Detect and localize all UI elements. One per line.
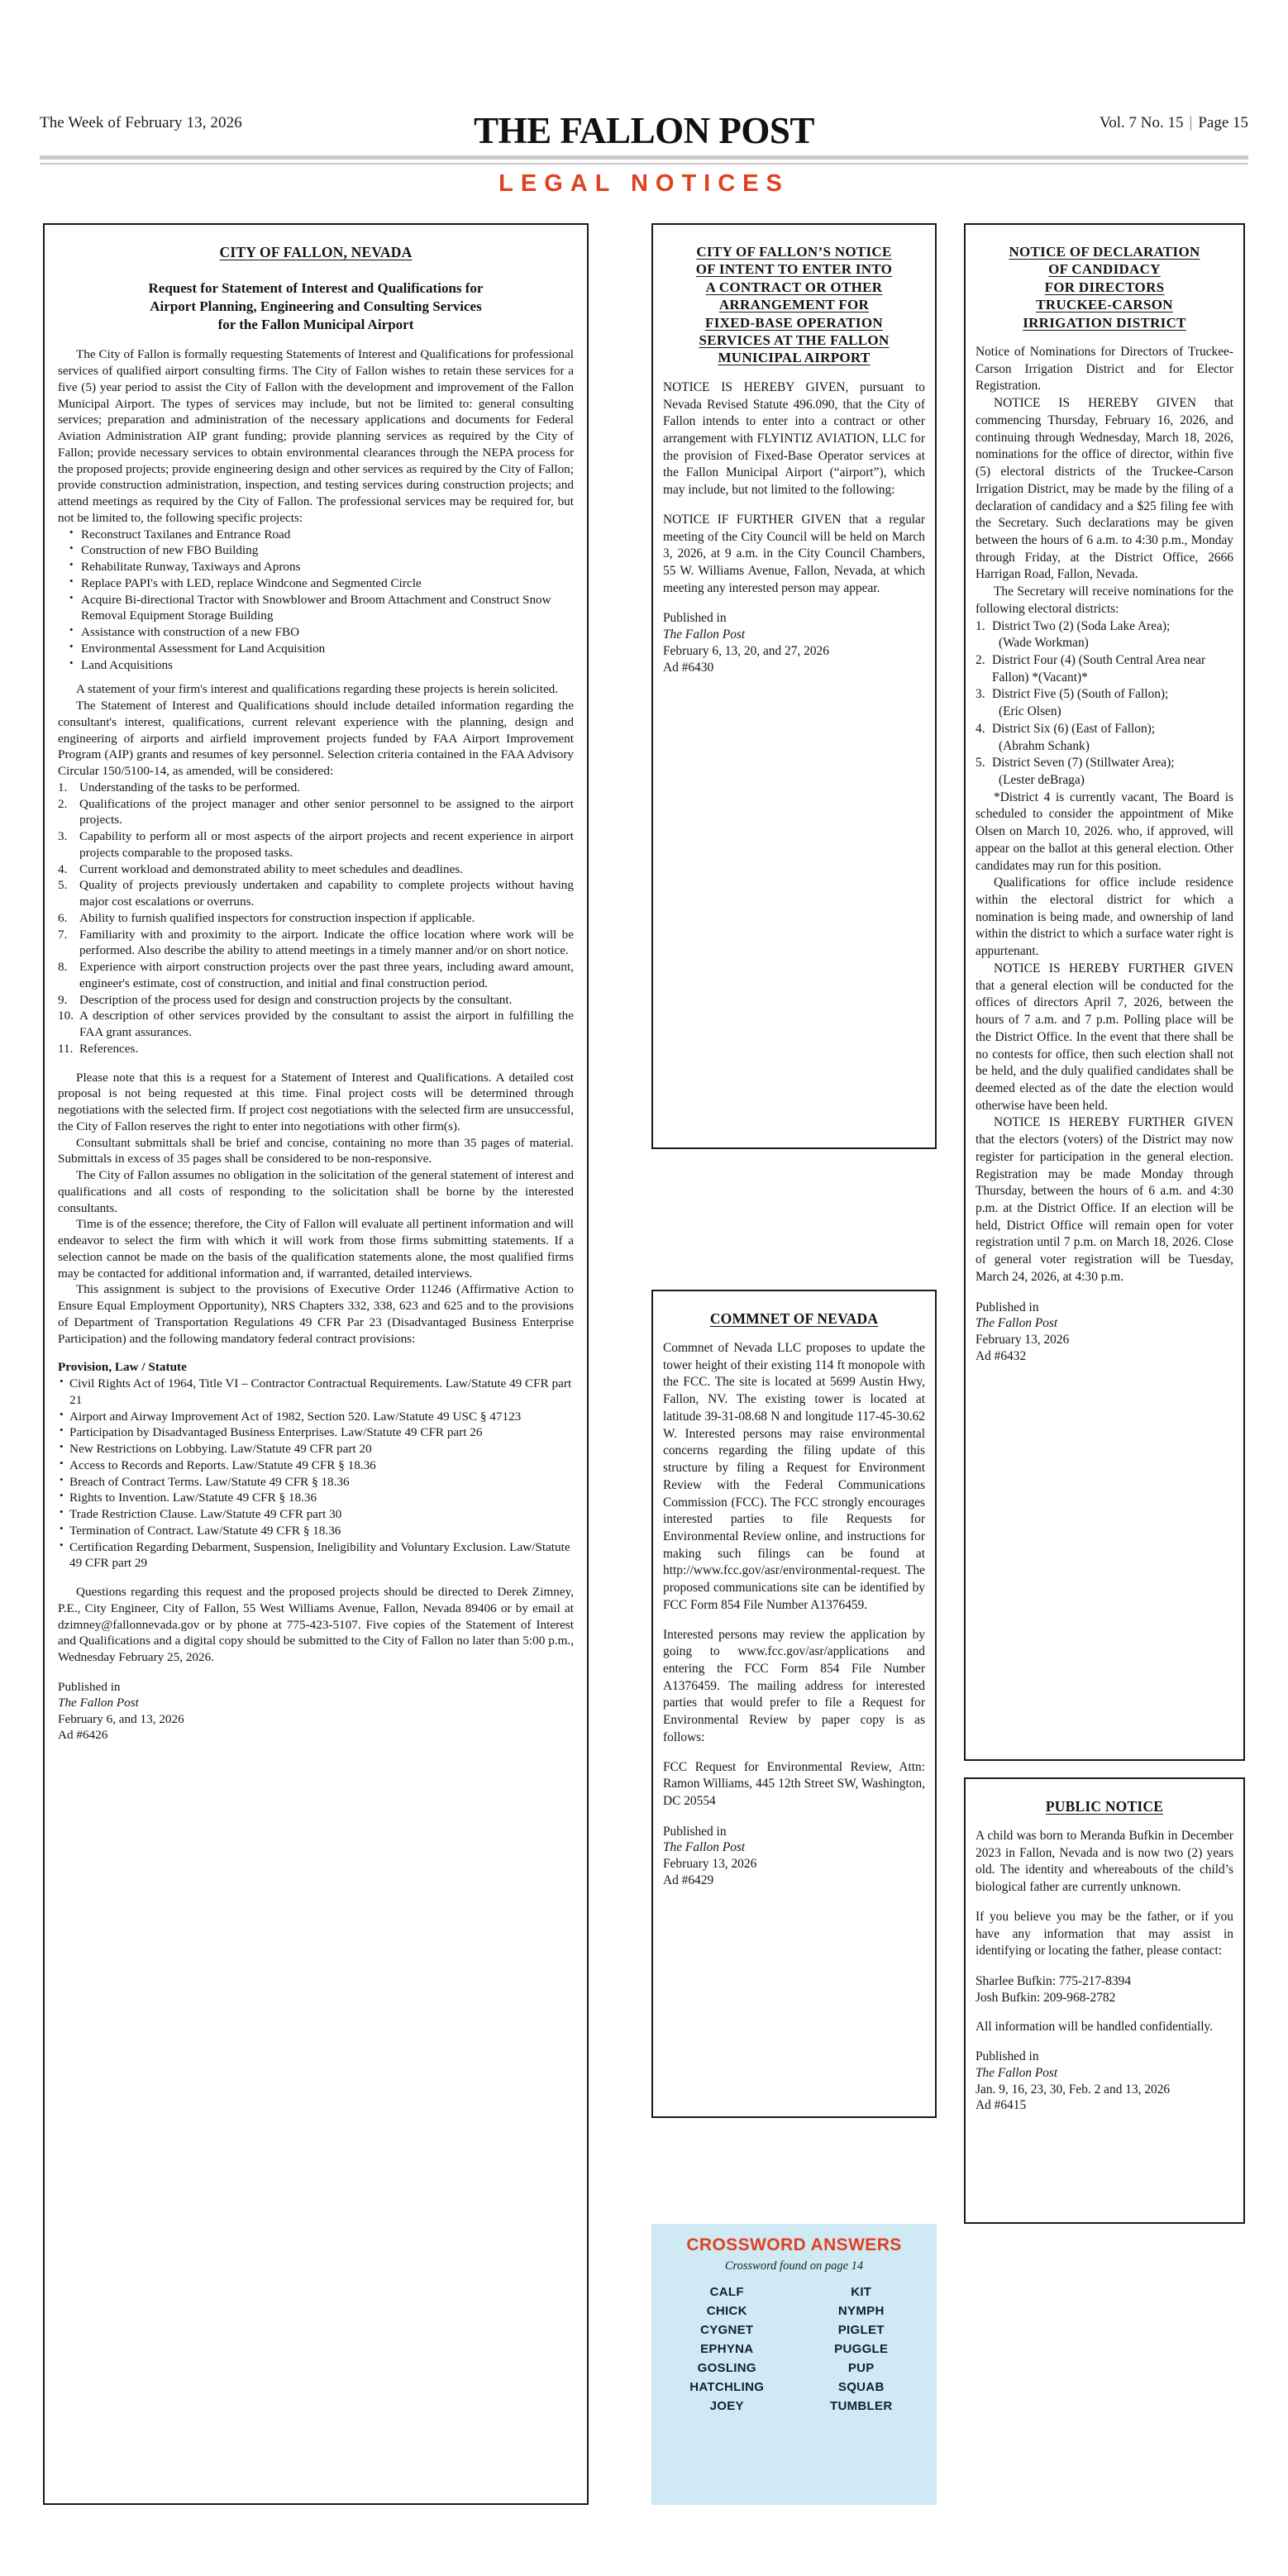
publication-info: [976, 2049, 1233, 2114]
provision-item: • Civil Rights Act of 1964, Title VI – Contractor Contractual Requirements. Law/Statute 49 CFR part 21: [58, 1376, 574, 1409]
criteria-number: 3.: [58, 829, 68, 844]
project-item: • Rehabilitate Runway, Taxiways and Aprons: [58, 559, 574, 575]
paragraph: NOTICE IS HEREBY FURTHER GIVEN that the electors (voters) of the District may now register for participation in the general election. Registration may be made Monday through Thursday, between the hours of 6 a.m. and 4:30 p.m. at the District Office. If an election will be held, District Office will remain open for voter registration until 7 p.m. on March 18, 2026. Close of general voter registration will be Tuesday, March 24, 2026, at 4:30 p.m.: [976, 1115, 1233, 1284]
notice-tcid: [976, 233, 1233, 1364]
subheading-line-3: for the Fallon Municipal Airport: [217, 317, 414, 333]
heading-line-4: ARRANGEMENT FOR: [718, 297, 870, 313]
crossword-answer: CYGNET: [700, 2323, 754, 2337]
masthead-rule-thin: [40, 163, 1248, 165]
crossword-title: CROSSWORD ANSWERS: [686, 2235, 902, 2254]
district-list: [976, 618, 1233, 789]
crossword-answer: PUP: [847, 2361, 875, 2375]
project-item: • Reconstruct Taxilanes and Entrance Road: [58, 527, 574, 543]
notice-subheading-airport-rfq: [58, 279, 574, 334]
crossword-answer: PUGGLE: [834, 2342, 889, 2356]
criteria-number: 2.: [58, 796, 68, 811]
publication-info: [976, 1300, 1233, 1365]
crossword-answer: TUMBLER: [830, 2399, 893, 2413]
provision-item: • Rights to Invention. Law/Statute 49 CFR § 18.36: [58, 1490, 574, 1506]
heading-line-2: OF INTENT TO ENTER INTO: [695, 261, 893, 278]
paragraph: Time is of the essence; therefore, the City of Fallon will evaluate all pertinent information and will endeavor to select the firm with which it will work from those firms submitting statements. If a selection cannot be made on the basis of the qualification statements alone, the most qualified firms may be contacted for additional information and, if warranted, detailed interviews.: [58, 1217, 574, 1281]
masthead-volume-page: [1100, 114, 1248, 132]
crossword-answer: PIGLET: [837, 2323, 885, 2337]
paragraph: A statement of your firm's interest and qualifications regarding these projects is herein solicited.: [76, 682, 559, 697]
district-item: 3. District Five (5) (South of Fallon); (Eric Olsen): [976, 686, 1233, 720]
heading-line-5: IRRIGATION DISTRICT: [1023, 314, 1186, 331]
published-dates: February 6, 13, 20, and 27, 2026: [663, 643, 829, 658]
project-item: • Replace PAPI's with LED, replace Windcone and Segmented Circle: [58, 575, 574, 592]
masthead-volume: Vol. 7 No. 15: [1099, 114, 1184, 131]
paragraph: NOTICE IF FURTHER GIVEN that a regular meeting of the City Council will be held on March 3, 2026, at 9 a.m. in the City Council Chambers, 55 W. Williams Avenue, Fallon, Nevada, at which meeting any interested person may appear.: [663, 512, 925, 595]
heading-line-3: A CONTRACT OR OTHER: [705, 279, 883, 295]
published-paper: The Fallon Post: [976, 2065, 1058, 2080]
crossword-answer: NYMPH: [837, 2304, 885, 2318]
district-item: 1. District Two (2) (Soda Lake Area); (Wade Workman): [976, 618, 1233, 652]
notice-fbo: [663, 233, 925, 675]
crossword-answer: JOEY: [709, 2399, 744, 2413]
provision-item: • Certification Regarding Debarment, Suspension, Ineligibility and Voluntary Exclusion. Law/Statute 49 CFR part 29: [58, 1539, 574, 1572]
district-number: 1.: [976, 618, 985, 633]
notice-airport-rfq: [58, 233, 574, 1744]
district-number: 2.: [976, 652, 985, 667]
heading-line-5: FIXED-BASE OPERATION: [705, 314, 883, 331]
heading-line-3: FOR DIRECTORS: [1044, 279, 1165, 295]
district-number: 3.: [976, 687, 985, 702]
project-item: • Acquire Bi-directional Tractor with Snowblower and Broom Attachment and Construct Snow Removal Equipment Storage Building: [58, 592, 574, 625]
published-dates: February 6, and 13, 2026: [58, 1711, 184, 1726]
crossword-answer: GOSLING: [697, 2361, 756, 2375]
subheading-line-2: Airport Planning, Engineering and Consulting Services: [150, 298, 482, 315]
paragraph: The Secretary will receive nominations for the following electoral districts:: [976, 584, 1233, 616]
criteria-item: 4. Current workload and demonstrated ability to meet schedules and deadlines.: [58, 861, 463, 876]
masthead-date: The Week of February 13, 2026: [40, 114, 242, 131]
criteria-item: 7. Familiarity with and proximity to the airport. Indicate the office location where work will be performed. Also describe the ability to attend meetings in a timely manner and/or on short notice.: [58, 927, 574, 958]
provision-item: • New Restrictions on Lobbying. Law/Statute 49 CFR part 20: [58, 1441, 574, 1457]
notice-heading-airport-rfq: CITY OF FALLON, NEVADA: [219, 244, 413, 260]
published-dates: Jan. 9, 16, 23, 30, Feb. 2 and 13, 2026: [976, 2082, 1171, 2097]
paragraph: Interested persons may review the application by going to www.fcc.gov/asr/applications and entering the FCC Form 854 File Number A1376459. The mailing address for interested parties that would prefer to file a Request for Environmental Review by paper copy is as follows:: [663, 1627, 925, 1744]
crossword-answer: CALF: [709, 2285, 744, 2299]
publication-info: [663, 610, 925, 675]
criteria-number: 11.: [58, 1041, 74, 1056]
paragraph: Please note that this is a request for a Statement of Interest and Qualifications. A detailed cost proposal is not being requested at this time. Final project costs will be determined through negotiations with the selected firm. If project cost negotiations with the selected firm are unsuccessful, the City of Fallon reserves the right to enter into negotiations with other firm(s).: [58, 1070, 574, 1133]
criteria-number: 4.: [58, 861, 68, 876]
provision-item: • Termination of Contract. Law/Statute 49 CFR § 18.36: [58, 1523, 574, 1539]
heading-line-6: SERVICES AT THE FALLON: [699, 332, 890, 349]
criteria-number: 8.: [58, 960, 68, 975]
district-holder: (Abrahm Schank): [999, 738, 1090, 753]
published-paper: The Fallon Post: [58, 1696, 139, 1710]
district-item: 5. District Seven (7) (Stillwater Area); (Lester deBraga): [976, 755, 1233, 789]
masthead-title: THE FALLON POST: [474, 110, 814, 151]
crossword-answer: EPHYNA: [700, 2342, 754, 2356]
criteria-number: 7.: [58, 927, 68, 942]
crossword-answer-grid: [660, 2285, 928, 2413]
project-list: [58, 527, 574, 674]
published-label: Published in: [976, 2049, 1039, 2064]
provision-item: • Breach of Contract Terms. Law/Statute 49 CFR § 18.36: [58, 1474, 574, 1491]
paragraph: Questions regarding this request and the proposed projects should be directed to Derek Zimney, P.E., City Engineer, City of Fallon, 55 West Williams Avenue, Fallon, Nevada 89406 or by email at dzimney@fallonnevada.gov or by phone at 775-423-5107. Five copies of the Statement of Interest and Qualifications and a digital copy should be submitted to the City of Fallon no later than 5:00 p.m., Wednesday February 25, 2026.: [58, 1585, 574, 1665]
contact-item: Sharlee Bufkin: 775-217-8394: [976, 1974, 1132, 1989]
paragraph: The Statement of Interest and Qualifications should include detailed information regarding the consultant's interest, qualifications, current relevant experience with the planning, design and engineering of airports and airfield improvement projects funded by FAA Airport Improvement Program (AIP) grants and resumes of key personnel. Selection criteria contained in the FAA Advisory Circular 150/5100-14, as amended, will be considered:: [58, 699, 574, 779]
masthead-separator: |: [1189, 114, 1193, 131]
published-paper: The Fallon Post: [663, 627, 746, 642]
published-paper: The Fallon Post: [976, 1316, 1058, 1331]
district-number: 4.: [976, 721, 985, 736]
notice-heading-tcid: [976, 243, 1233, 332]
published-label: Published in: [976, 1300, 1039, 1314]
provision-header: Provision, Law / Statute: [58, 1360, 187, 1375]
provision-item: • Access to Records and Reports. Law/Statute 49 CFR § 18.36: [58, 1457, 574, 1474]
subheading-line-1: Request for Statement of Interest and Qualifications for: [148, 280, 484, 297]
paragraph: NOTICE IS HEREBY GIVEN, pursuant to Nevada Revised Statute 496.090, that the City of Fallon intends to enter into a contract or other arrangement with FLYINTIZ AVIATION, LLC for the provision of Fixed-Base Operator services at the Fallon Municipal Airport (“airport”), which may include, but not limited to the following:: [663, 379, 925, 498]
criteria-list: [58, 780, 574, 1057]
project-item: • Land Acquisitions: [58, 657, 574, 674]
district-number: 5.: [976, 756, 985, 770]
publication-info: [58, 1679, 574, 1744]
masthead-page: Page 15: [1198, 114, 1248, 131]
paragraph: Qualifications for office include residence within the electoral district for which a nomination is being made, and ownership of land within the district to which a surface water right is appurtenant.: [976, 875, 1233, 959]
paragraph: Notice of Nominations for Directors of Truckee-Carson Irrigation District and for Elector Registration.: [976, 345, 1233, 394]
paragraph: The City of Fallon assumes no obligation in the solicitation of the general statement of interest and qualifications and all costs of responding to the solicitation shall be borne by the interested consultants.: [58, 1168, 574, 1215]
paragraph: All information will be handled confidentially.: [976, 2019, 1214, 2034]
ad-number: Ad #6430: [663, 660, 714, 675]
district-holder: (Wade Workman): [999, 636, 1089, 651]
paragraph: FCC Request for Environmental Review, Attn: Ramon Williams, 445 12th Street SW, Washington, DC 20554: [663, 1759, 925, 1809]
paragraph: If you believe you may be the father, or if you have any information that may assist in identifying or locating the father, please contact:: [976, 1909, 1233, 1958]
paragraph: A child was born to Meranda Bufkin in December 2023 in Fallon, Nevada and is now two (2) years old. The identity and whereabouts of the child’s biological father are currently unknown.: [976, 1829, 1233, 1895]
notice-public: [976, 1787, 1233, 2114]
district-item: 4. District Six (6) (East of Fallon); (Abrahm Schank): [976, 721, 1233, 755]
heading-line-1: NOTICE OF DECLARATION: [1009, 244, 1200, 260]
district-holder: (Lester deBraga): [999, 773, 1085, 787]
criteria-item: 11. References.: [58, 1041, 139, 1056]
heading-line-1: CITY OF FALLON’S NOTICE: [696, 244, 892, 260]
paragraph: *District 4 is currently vacant, The Board is scheduled to consider the appointment of Mike Olsen on March 10, 2026. who, if approved, will appear on the ballot at this general election. Other candidates may run for this position.: [976, 789, 1233, 873]
ad-number: Ad #6429: [663, 1872, 714, 1887]
criteria-item: 8. Experience with airport construction projects over the past three years, including award amount, engineer's estimate, cost of construction, and initial and final construction period.: [58, 960, 574, 990]
ad-number: Ad #6432: [976, 1348, 1027, 1363]
heading-line-2: OF CANDIDACY: [1048, 261, 1161, 278]
crossword-answer: KIT: [851, 2285, 872, 2299]
criteria-number: 6.: [58, 910, 68, 925]
criteria-item: 3. Capability to perform all or most aspects of the airport projects and recent experience in airport projects comparable to the proposed tasks.: [58, 829, 574, 860]
paragraph: Commnet of Nevada LLC proposes to update the tower height of their existing 114 ft monopole with the FCC. The site is located at 5699 Austin Hwy, Fallon, NV. The existing tower is located at latitude 39-31-08.68 N and longitude 117-45-30.62 W. Interested persons may raise environmental concerns regarding the filing update of this structure by filing a Request for Environment Review with the Federal Communications Commission (FCC). The FCC strongly encourages interested parties to file Requests for Environmental Review online, and instructions for making such filings can be found at http://www.fcc.gov/asr/environmental-request. The proposed communications site can be identified by FCC Form 854 File Number A1376459.: [663, 1341, 925, 1612]
heading-line-4: TRUCKEE-CARSON: [1036, 297, 1173, 313]
publication-info: [663, 1824, 925, 1889]
crossword-subtitle: Crossword found on page 14: [724, 2259, 864, 2273]
notice-heading-fbo: [663, 243, 925, 367]
published-label: Published in: [663, 1824, 727, 1839]
provision-item: • Trade Restriction Clause. Law/Statute 49 CFR part 30: [58, 1506, 574, 1523]
project-item: • Assistance with construction of a new FBO: [58, 624, 574, 641]
page-title: LEGAL NOTICES: [499, 170, 789, 197]
masthead: [40, 110, 1248, 152]
published-dates: February 13, 2026: [663, 1857, 757, 1872]
published-label: Published in: [58, 1679, 121, 1694]
crossword-answers-box: [651, 2224, 937, 2505]
contact-list: [976, 1973, 1233, 2006]
criteria-item: 5. Quality of projects previously undertaken and capability to complete projects without having major cost escalations or overruns.: [58, 878, 574, 909]
ad-number: Ad #6415: [976, 2098, 1027, 2113]
contact-item: Josh Bufkin: 209-968-2782: [976, 1990, 1116, 2005]
project-item: • Construction of new FBO Building: [58, 542, 574, 559]
masthead-rule-thick: [40, 155, 1248, 160]
criteria-item: 6. Ability to furnish qualified inspectors for construction inspection if applicable.: [58, 910, 475, 925]
provision-item: • Airport and Airway Improvement Act of 1982, Section 520. Law/Statute 49 USC § 47123: [58, 1409, 574, 1425]
heading-line-7: MUNICIPAL AIRPORT: [718, 350, 871, 366]
paragraph: NOTICE IS HEREBY FURTHER GIVEN that a general election will be conducted for the offices of directors April 7, 2026, between the hours of 7 a.m. and 7 p.m. Polling place will be the District Office. In the event that there shall be no contests for office, then such election shall not be held, and the duly qualified candidates shall be deemed elected as of the date the election would otherwise have been held.: [976, 961, 1233, 1113]
notice-heading-commnet: COMMNET OF NEVADA: [709, 1310, 879, 1327]
paragraph: NOTICE IS HEREBY GIVEN that commencing Thursday, February 16, 2026, and continuing through Wednesday, March 18, 2026, nominations for the office of director, within five (5) electoral districts of the Truckee-Carson Irrigation District, may be made by the filing of a declaration of candidacy and a $25 filing fee with the Secretary. Such declarations may be given between the hours of 6 a.m. to 4:30 p.m., Monday through Friday, at the District Office, 2666 Harrigan Road, Fallon, Nevada.: [976, 396, 1233, 582]
crossword-answer: CHICK: [706, 2304, 747, 2318]
district-holder: (Eric Olsen): [999, 704, 1061, 719]
paragraph: Consultant submittals shall be brief and concise, containing no more than 35 pages of material. Submittals in excess of 35 pages shall be considered to be non-responsive.: [58, 1135, 574, 1166]
published-label: Published in: [663, 611, 727, 626]
paragraph: This assignment is subject to the provisions of Executive Order 11246 (Affirmative Action to Ensure Equal Employment Opportunity), NRS Chapters 332, 338, 623 and 625 and to the provisions of Department of Transportation Regulations 49 CFR Par 23 (Disadvantaged Business Enterprise Participation) and the following mandatory federal contract provisions:: [58, 1282, 574, 1346]
ad-number: Ad #6426: [58, 1728, 108, 1743]
paragraph: The City of Fallon is formally requesting Statements of Interest and Qualifications for professional services of qualified airport consulting firms. The City of Fallon wishes to retain these services for a five (5) year period to assist the City of Fallon with the development and improvement of the Fallon Municipal Airport. The types of services may include, but not be limited to: general consulting services; preparation and administration of the necessary applications and documents for Federal Aviation Administration AIP grant funding; provide planning services as required by the City of Fallon; provide necessary services to obtain environmental clearances through the NEPA process for the proposed projects; provide engineering design and other services as required by the City of Fallon; provide construction administration, inspection, and testing services during construction projects; and attend meetings as required by the City of Fallon. The professional services may be required for, but not be limited to, the following specific projects:: [58, 347, 574, 525]
crossword-answer: HATCHLING: [689, 2380, 765, 2394]
published-paper: The Fallon Post: [663, 1840, 746, 1855]
crossword-answer: SQUAB: [837, 2380, 885, 2394]
provision-item: • Participation by Disadvantaged Business Enterprises. Law/Statute 49 CFR part 26: [58, 1424, 574, 1441]
published-dates: February 13, 2026: [976, 1333, 1070, 1347]
criteria-item: 10. A description of other services provided by the consultant to assist the airport in fulfilling the FAA grant assurances.: [58, 1009, 574, 1040]
criteria-number: 5.: [58, 878, 68, 893]
criteria-number: 10.: [58, 1009, 74, 1023]
notice-heading-public: PUBLIC NOTICE: [1045, 1798, 1164, 1815]
criteria-number: 1.: [58, 780, 68, 794]
criteria-item: 2. Qualifications of the project manager and other senior personnel to be assigned to the airport projects.: [58, 796, 574, 828]
notice-commnet: [663, 1300, 925, 1889]
criteria-number: 9.: [58, 992, 68, 1007]
district-item: 2. District Four (4) (South Central Area near Fallon) *(Vacant)*: [976, 652, 1206, 685]
criteria-item: 9. Description of the process used for design and construction projects by the consultant.: [58, 992, 513, 1007]
criteria-item: 1. Understanding of the tasks to be performed.: [58, 780, 300, 794]
provision-list: [58, 1376, 574, 1572]
project-item: • Environmental Assessment for Land Acquisition: [58, 641, 574, 657]
